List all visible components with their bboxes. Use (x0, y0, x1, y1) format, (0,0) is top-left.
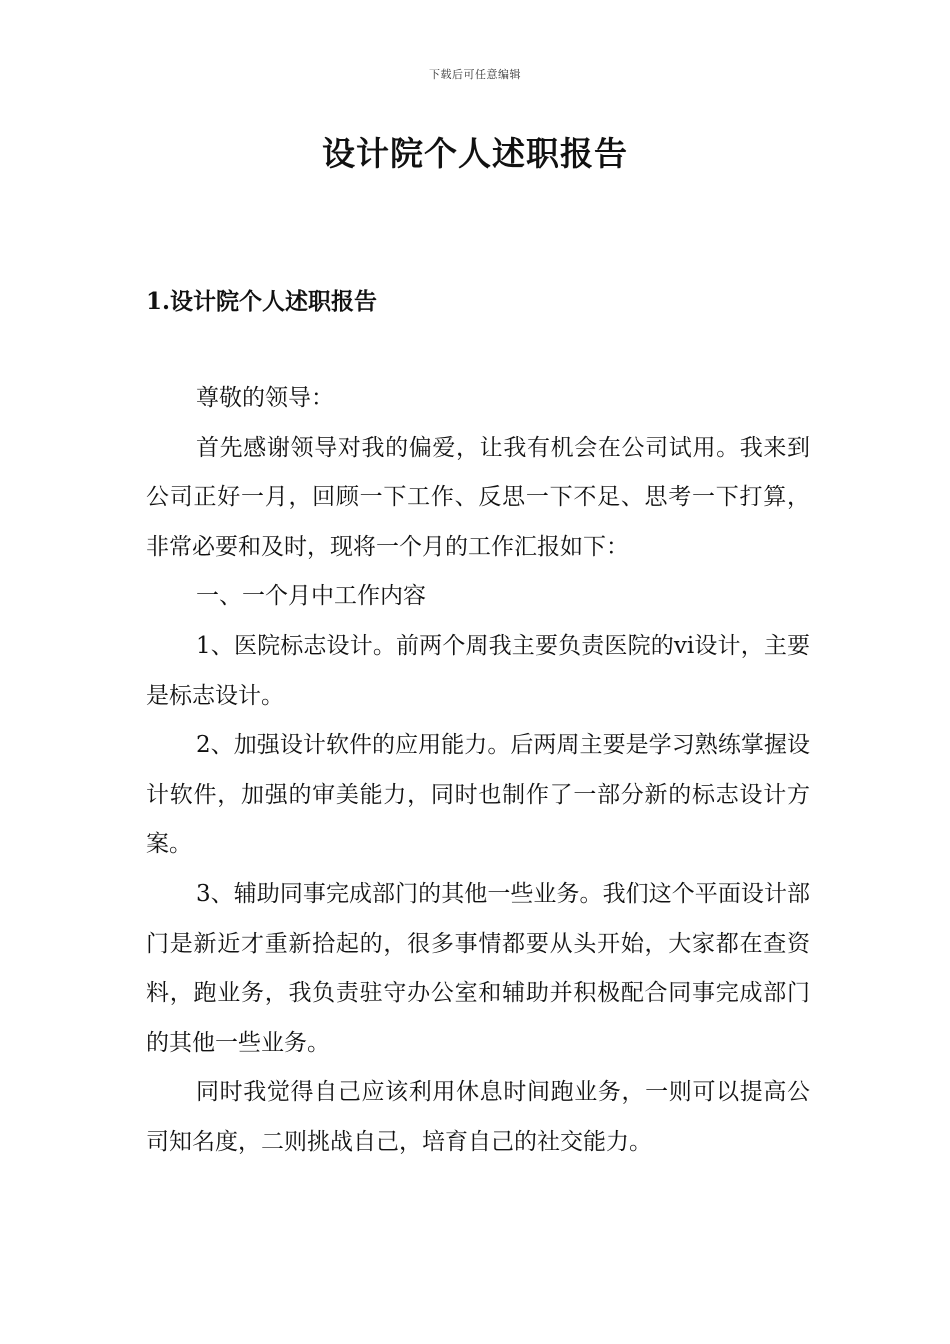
section-heading: 1.设计院个人述职报告 (146, 288, 378, 315)
body-text (146, 374, 810, 1168)
paragraph-closing: 同时我觉得自己应该利用休息时间跑业务，一则可以提高公司知名度，二则挑战自己，培育自己的社交能力。 (146, 1079, 810, 1155)
paragraph-item-1: 1、医院标志设计。前两个周我主要负责医院的vi设计，主要是标志设计。 (146, 632, 810, 709)
header-note: 下载后可任意编辑 (429, 68, 521, 81)
salutation: 尊敬的领导： (196, 385, 334, 411)
paragraph-item-3: 3、辅助同事完成部门的其他一些业务。我们这个平面设计部门是新近才重新拾起的，很多事情都要从头开始，大家都在查资料，跑业务，我负责驻守办公室和辅助并积极配合同事完成部门的其他一些业务。 (146, 880, 810, 1056)
document-title: 设计院个人述职报告 (322, 134, 628, 173)
paragraph-intro: 首先感谢领导对我的偏爱，让我有机会在公司试用。我来到公司正好一月，回顾一下工作、反思一下不足、思考一下打算，非常必要和及时，现将一个月的工作汇报如下： (146, 434, 810, 560)
paragraph-item-2: 2、加强设计软件的应用能力。后两周主要是学习熟练掌握设计软件，加强的审美能力，同时也制作了一部分新的标志设计方案。 (146, 732, 810, 858)
paragraph-work-heading: 一、一个月中工作内容 (196, 583, 426, 610)
